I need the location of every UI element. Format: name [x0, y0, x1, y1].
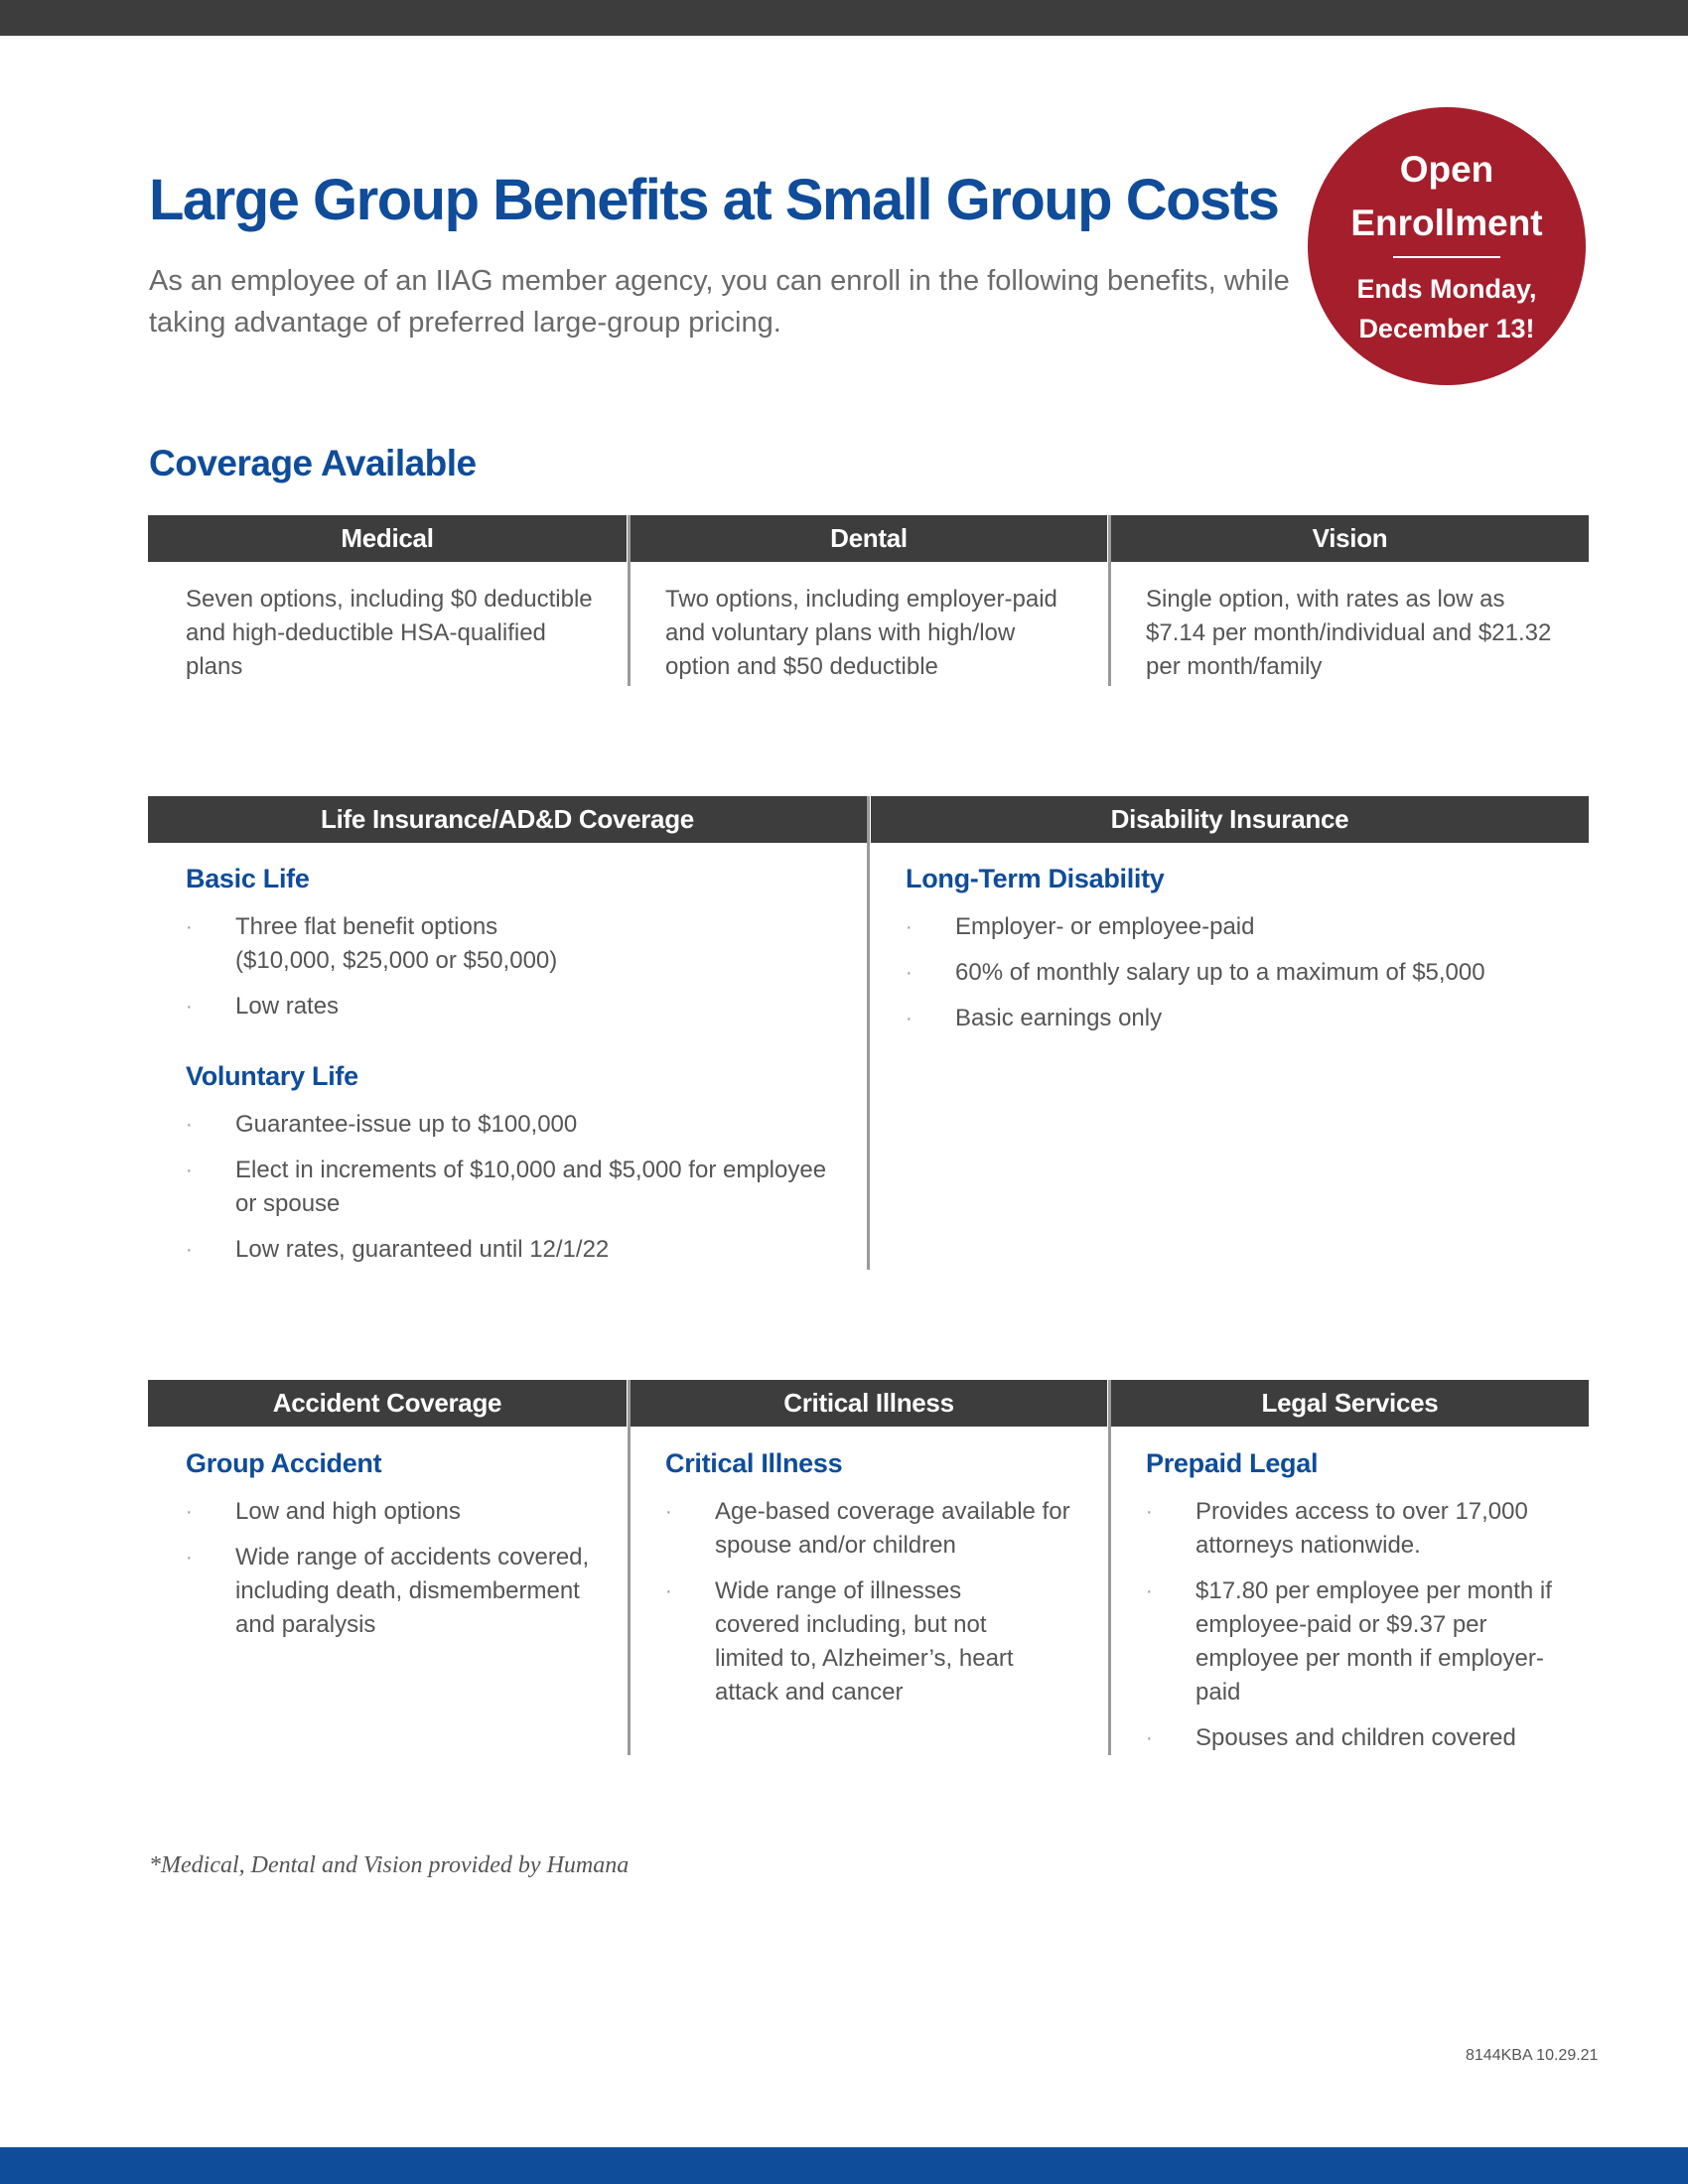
bullet-icon: ·	[186, 1114, 193, 1136]
bullet-icon: ·	[1146, 1501, 1153, 1523]
bullet-icon: ·	[906, 1008, 913, 1029]
badge-deadline	[1308, 269, 1586, 348]
critical-illness-title: Critical Illness	[665, 1448, 843, 1478]
vision-description: Single option, with rates as low as $7.14 per month/individual and $21.32 per month/family	[1146, 586, 1552, 680]
vision-header: Vision	[1111, 515, 1589, 562]
voluntary-life-title: Voluntary Life	[186, 1061, 358, 1091]
legal-services-header: Legal Services	[1111, 1380, 1589, 1427]
prepaid-legal-title: Prepaid Legal	[1146, 1448, 1319, 1478]
list-item: · Wide range of accidents covered, including death, dismemberment and paralysis	[186, 1541, 603, 1642]
badge-line-ends: Ends Monday,	[1356, 274, 1537, 304]
list-item: · 60% of monthly salary up to a maximum of $5,000	[906, 956, 1571, 990]
badge-line-enrollment: Enrollment	[1350, 203, 1543, 243]
list-item: · $17.80 per employee per month if employee-paid or $9.37 per employee per month if employer-paid	[1146, 1574, 1563, 1709]
list-item: · Guarantee-issue up to $100,000	[186, 1108, 851, 1142]
bullet-icon: ·	[906, 962, 913, 984]
page-subtitle: As an employee of an IIAG member agency, you can enroll in the following benefits, while taking advantage of preferred large-group pricing.	[149, 265, 1290, 339]
badge-line-open: Open	[1399, 149, 1494, 190]
footnote: *Medical, Dental and Vision provided by Humana	[149, 1852, 630, 1878]
medical-description: Seven options, including $0 deductible and high-deductible HSA-qualified plans	[186, 586, 593, 680]
bullet-icon: ·	[1146, 1727, 1153, 1749]
list-item: · Spouses and children covered	[1146, 1721, 1563, 1755]
accident-list	[186, 1495, 603, 1654]
list-item: · Basic earnings only	[906, 1002, 1571, 1035]
critical-illness-header: Critical Illness	[631, 1380, 1107, 1427]
critical-illness-list	[665, 1495, 1082, 1721]
medical-header: Medical	[148, 515, 627, 562]
bullet-icon: ·	[186, 1501, 193, 1523]
page-title: Large Group Benefits at Small Group Costs	[149, 168, 1279, 232]
list-item: · Low and high options	[186, 1495, 603, 1529]
bullet-icon: ·	[1146, 1580, 1153, 1602]
list-item: · Low rates, guaranteed until 12/1/22	[186, 1233, 851, 1267]
basic-life-title: Basic Life	[186, 864, 310, 893]
accident-header: Accident Coverage	[148, 1380, 627, 1427]
badge-divider	[1393, 256, 1500, 258]
bullet-icon: ·	[186, 1160, 193, 1181]
list-item: · Age-based coverage available for spouse and/or children	[665, 1495, 1082, 1563]
life-insurance-header: Life Insurance/AD&D Coverage	[148, 796, 867, 843]
dental-description: Two options, including employer-paid and voluntary plans with high/low option and $50 deductible	[665, 586, 1057, 680]
bullet-icon: ·	[665, 1580, 672, 1602]
list-item: · Provides access to over 17,000 attorneys nationwide.	[1146, 1495, 1563, 1563]
list-item: · Low rates	[186, 990, 851, 1024]
list-item: · Employer- or employee-paid	[906, 910, 1571, 944]
voluntary-life-list	[186, 1108, 851, 1279]
list-item: · Three flat benefit options ($10,000, $25,000 or $50,000)	[186, 910, 851, 978]
bottom-color-bar	[0, 2147, 1688, 2184]
top-color-bar	[0, 0, 1688, 36]
open-enrollment-badge	[1308, 107, 1586, 385]
legal-list	[1146, 1495, 1563, 1767]
bullet-icon: ·	[186, 996, 193, 1018]
bullet-icon: ·	[665, 1501, 672, 1523]
column-divider	[1108, 515, 1111, 686]
column-divider	[628, 1380, 631, 1755]
dental-header: Dental	[631, 515, 1107, 562]
list-item: · Wide range of illnesses covered including, but not limited to, Alzheimer’s, heart attack and cancer	[665, 1574, 1082, 1709]
group-accident-title: Group Accident	[186, 1448, 382, 1478]
column-divider	[1108, 1380, 1111, 1755]
bullet-icon: ·	[186, 1547, 193, 1569]
column-divider	[867, 796, 870, 1270]
long-term-disability-title: Long-Term Disability	[906, 864, 1165, 893]
list-item: · Elect in increments of $10,000 and $5,000 for employee or spouse	[186, 1154, 851, 1221]
document-code: 8144KBA 10.29.21	[1466, 2047, 1599, 2064]
bullet-icon: ·	[906, 916, 913, 938]
column-divider	[628, 515, 631, 686]
badge-line-date: December 13!	[1358, 314, 1535, 343]
coverage-heading: Coverage Available	[149, 443, 477, 483]
bullet-icon: ·	[186, 1239, 193, 1261]
bullet-icon: ·	[186, 916, 193, 938]
badge-title	[1308, 143, 1586, 250]
disability-header: Disability Insurance	[871, 796, 1589, 843]
disability-list	[906, 910, 1571, 1047]
basic-life-list	[186, 910, 851, 1035]
